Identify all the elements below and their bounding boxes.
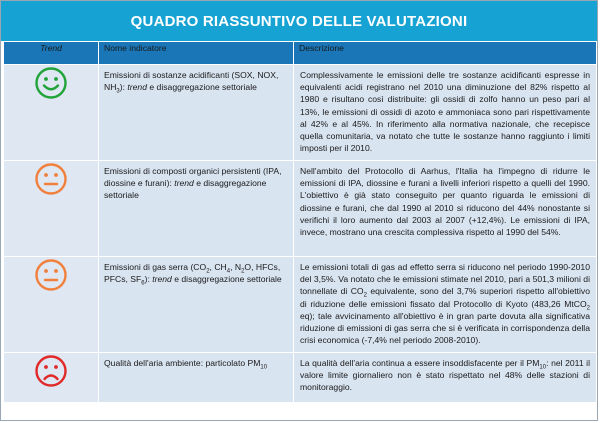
table-row [4, 65, 597, 161]
indicator-name: Emissioni di composti organici persistenti (IPA, diossine e furani): trend e disaggregazione settoriale [99, 161, 294, 257]
smiley-sad-icon [34, 354, 68, 388]
indicator-description: Nell'ambito del Protocollo di Aarhus, l'Italia ha l'impegno di ridurre le emissioni di IPA, diossine e furani a livelli inferiori rispetto a quelli del 1990. L'obiettivo è già stato conseguito per quanto riguarda le emissioni di diossine e furani, che dal 1990 al 2010 si riducono del 44% nonostante si verifichi il loro aumento dal 2003 al 2007 (+12,4%). Le emissioni di IPA, invece, mostrano una crescita complessiva rispetto al 1990 del 54%. [294, 161, 597, 257]
table-row [4, 161, 597, 257]
smiley-neutral-icon [34, 162, 68, 196]
smiley-happy-icon [34, 66, 68, 100]
column-header-description: Descrizione [294, 42, 597, 65]
indicator-name: Emissioni di gas serra ($CO_2$, $CH_4$, $N_2O$, HFCs, PFCs, $SF_6$): trend e disaggregazione settoriale [99, 257, 294, 353]
column-header-name: Nome indicatore [99, 42, 294, 65]
trend-cell [4, 257, 99, 353]
indicator-description: Complessivamente le emissioni delle tre sostanze acidificanti espresse in equivalenti acidi registrano nel 2010 una diminuzione del 82% rispetto al 1980 e risultano così distribuite: gli ossidi di zolfo hanno un peso pari al 13%, le emissioni di ossidi di azoto e ammoniaca sono pari rispettivamente al 42% e al 45%. In riferimento alla normativa nazionale, che recepisce quella comunitaria, va notato che tutte le sostanze hanno raggiunto i limiti imposti per il 2010. [294, 65, 597, 161]
assessment-table [3, 41, 597, 403]
trend-cell [4, 353, 99, 403]
trend-cell [4, 65, 99, 161]
column-header-trend: Trend [4, 42, 99, 65]
indicator-name: Emissioni di sostanze acidificanti (SOX, NOX, $NH_3$): trend e disaggregazione settoriale [99, 65, 294, 161]
trend-cell [4, 161, 99, 257]
table-row [4, 257, 597, 353]
indicator-name: Qualità dell'aria ambiente: particolato $PM_{10}$ [99, 353, 294, 403]
header-row [4, 42, 597, 65]
table-row [4, 353, 597, 403]
indicator-description: La qualità dell'aria continua a essere insoddisfacente per il $PM_{10}$: nel 2011 il valore limite giornaliero non è stato rispettato nel 48% delle stazioni di monitoraggio. [294, 353, 597, 403]
table-title: QUADRO RIASSUNTIVO DELLE VALUTAZIONI [1, 1, 597, 41]
smiley-neutral-icon [34, 258, 68, 292]
indicator-description: Le emissioni totali di gas ad effetto serra si riducono nel periodo 1990-2010 del 3,5%. Va notato che le emissioni stimate nel 2010, pari a 501,3 milioni di tonnellate di $CO_2$ equivalente, sono del 3,7% superiori rispetto all'obiettivo di riduzione delle emissioni fissato dal Protocollo di Kyoto (483,26 MtCO$_2$ eq); tale avvicinamento all'obiettivo è in gran parte dovuta alla significativa riduzione di emissioni di gas serra che si è verificata in corrispondenza della crisi economica (-7,4% nel periodo 2008-2010). [294, 257, 597, 353]
